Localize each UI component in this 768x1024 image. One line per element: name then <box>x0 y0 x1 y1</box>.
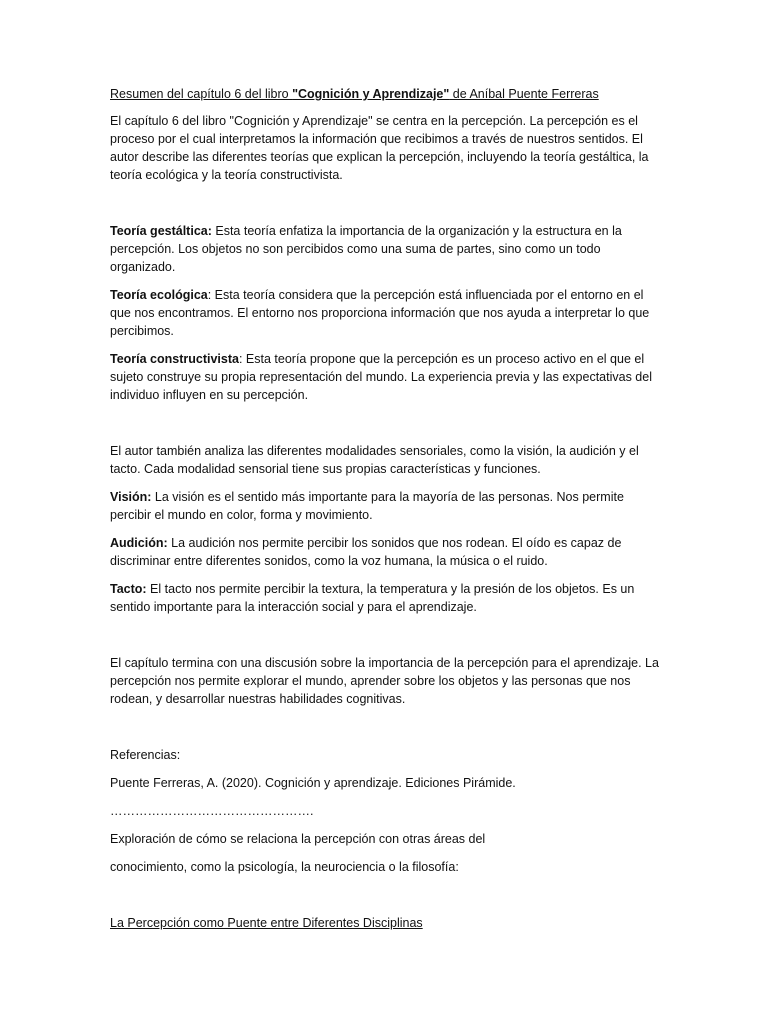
document-title <box>110 85 660 103</box>
title-prefix: Resumen del capítulo 6 del libro <box>110 87 293 101</box>
modality-term: Visión: <box>110 490 152 504</box>
modality-text: La audición nos permite percibir los sonidos que nos rodean. El oído es capaz de discriminar entre diferentes sonidos, como la voz humana, la música o el ruido. <box>110 536 622 568</box>
exploration-line-2: conocimiento, como la psicología, la neurociencia o la filosofía: <box>110 860 459 874</box>
intro-paragraph: El capítulo 6 del libro "Cognición y Aprendizaje" se centra en la percepción. La percepción es el proceso por el cual interpretamos la información que recibimos a través de nuestros sentidos. El autor describe las diferentes teorías que explican la percepción, incluyendo la teoría gestáltica, la teoría ecológica y la teoría constructivista. <box>110 114 649 182</box>
modality-vision <box>110 488 660 524</box>
conclusion-paragraph: El capítulo termina con una discusión sobre la importancia de la percepción para el aprendizaje. La percepción nos permite explorar el mundo, aprender sobre los objetos y las personas que nos rodean, y desarrollar nuestras habilidades cognitivas. <box>110 656 659 706</box>
theory-gestalt <box>110 222 660 276</box>
modality-term: Tacto: <box>110 582 147 596</box>
theory-text: Esta teoría enfatiza la importancia de la organización y la estructura en la percepción. Los objetos no son percibidos como una suma de partes, sino como un todo organizado. <box>110 224 622 274</box>
modality-text: La visión es el sentido más importante para la mayoría de las personas. Nos permite percibir el mundo en color, forma y movimiento. <box>110 490 624 522</box>
references-heading: Referencias: <box>110 748 181 762</box>
spacer <box>110 626 660 654</box>
reference-entry: Puente Ferreras, A. (2020). Cognición y aprendizaje. Ediciones Pirámide. <box>110 776 516 790</box>
title-suffix: de Aníbal Puente Ferreras <box>449 87 599 101</box>
section-title: La Percepción como Puente entre Diferentes Disciplinas <box>110 916 423 930</box>
theory-term: Teoría constructivista <box>110 352 239 366</box>
dotted-separator: …………………………………………. <box>110 804 314 818</box>
modality-text: El tacto nos permite percibir la textura, la temperatura y la presión de los objetos. Es un sentido importante para la interacción social y para el aprendizaje. <box>110 582 635 614</box>
modality-hearing <box>110 534 660 570</box>
theory-constructivist <box>110 350 660 404</box>
spacer <box>110 718 660 746</box>
spacer <box>110 194 660 222</box>
title-book: "Cognición y Aprendizaje" <box>292 87 450 101</box>
spacer <box>110 414 660 442</box>
theory-ecological <box>110 286 660 340</box>
modalities-intro: El autor también analiza las diferentes modalidades sensoriales, como la visión, la audición y el tacto. Cada modalidad sensorial tiene sus propias características y funciones. <box>110 444 639 476</box>
modality-term: Audición: <box>110 536 168 550</box>
document-body <box>110 85 660 942</box>
theory-text: : Esta teoría considera que la percepción está influenciada por el entorno en el que nos encontramos. El entorno nos proporciona información que nos ayuda a interpretar lo que percibimos. <box>110 288 650 338</box>
theory-term: Teoría ecológica <box>110 288 208 302</box>
spacer <box>110 886 660 914</box>
modality-touch <box>110 580 660 616</box>
theory-term: Teoría gestáltica: <box>110 224 212 238</box>
exploration-line-1: Exploración de cómo se relaciona la percepción con otras áreas del <box>110 832 486 846</box>
theory-text: : Esta teoría propone que la percepción es un proceso activo en el que el sujeto construye su propia representación del mundo. La experiencia previa y las expectativas del individuo influyen en su percepción. <box>110 352 652 402</box>
